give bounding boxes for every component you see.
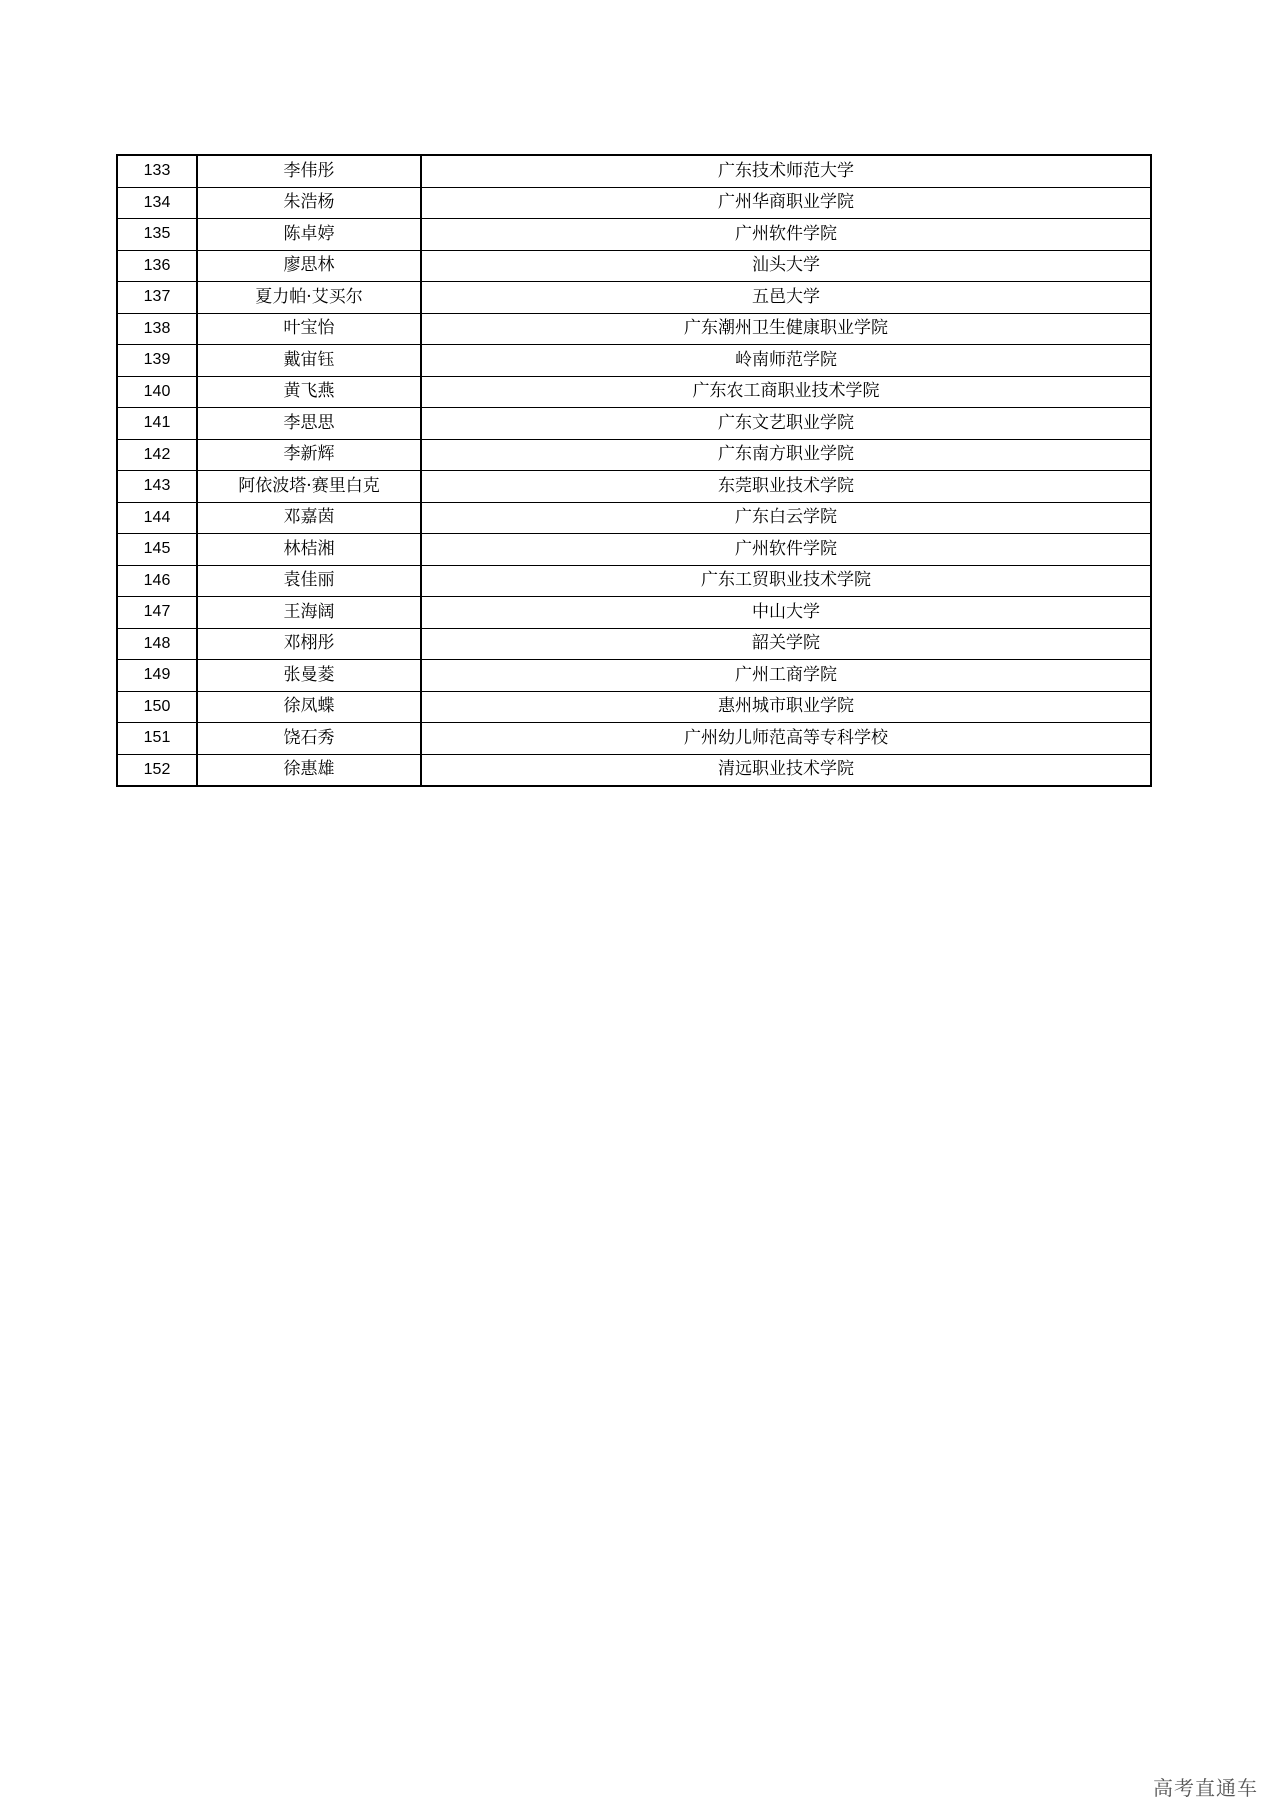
row-name: 李新辉 (197, 439, 421, 471)
row-school: 五邑大学 (421, 282, 1151, 314)
table-row (117, 282, 1151, 314)
row-school: 韶关学院 (421, 628, 1151, 660)
row-name: 徐惠雄 (197, 754, 421, 786)
roster-table (116, 154, 1152, 787)
row-school: 岭南师范学院 (421, 345, 1151, 377)
row-number: 145 (117, 534, 197, 566)
row-name: 陈卓婷 (197, 219, 421, 251)
row-number: 137 (117, 282, 197, 314)
table-row (117, 313, 1151, 345)
row-school: 广东潮州卫生健康职业学院 (421, 313, 1151, 345)
row-number: 140 (117, 376, 197, 408)
row-school: 惠州城市职业学院 (421, 691, 1151, 723)
table-row (117, 691, 1151, 723)
row-name: 徐凤蝶 (197, 691, 421, 723)
watermark-text: 高考直通车 (1153, 1776, 1258, 1800)
row-number: 138 (117, 313, 197, 345)
row-number: 139 (117, 345, 197, 377)
row-number: 149 (117, 660, 197, 692)
roster-table-body (117, 155, 1151, 786)
row-name: 黄飞燕 (197, 376, 421, 408)
row-school: 广东技术师范大学 (421, 155, 1151, 187)
table-row (117, 565, 1151, 597)
row-name: 王海阔 (197, 597, 421, 629)
table-row (117, 534, 1151, 566)
row-school: 广州华商职业学院 (421, 187, 1151, 219)
row-name: 朱浩杨 (197, 187, 421, 219)
row-school: 清远职业技术学院 (421, 754, 1151, 786)
row-number: 148 (117, 628, 197, 660)
row-school: 广州软件学院 (421, 534, 1151, 566)
table-row (117, 597, 1151, 629)
table-row (117, 439, 1151, 471)
row-number: 146 (117, 565, 197, 597)
row-number: 151 (117, 723, 197, 755)
row-name: 阿依波塔·赛里白克 (197, 471, 421, 503)
row-name: 饶石秀 (197, 723, 421, 755)
row-school: 中山大学 (421, 597, 1151, 629)
row-number: 135 (117, 219, 197, 251)
row-number: 143 (117, 471, 197, 503)
row-name: 廖思林 (197, 250, 421, 282)
row-school: 汕头大学 (421, 250, 1151, 282)
row-number: 150 (117, 691, 197, 723)
row-school: 广东白云学院 (421, 502, 1151, 534)
row-school: 广东农工商职业技术学院 (421, 376, 1151, 408)
row-number: 147 (117, 597, 197, 629)
table-row (117, 376, 1151, 408)
table-row (117, 502, 1151, 534)
row-number: 144 (117, 502, 197, 534)
table-row (117, 219, 1151, 251)
row-school: 东莞职业技术学院 (421, 471, 1151, 503)
row-school: 广州软件学院 (421, 219, 1151, 251)
table-row (117, 250, 1151, 282)
table-row (117, 155, 1151, 187)
row-name: 戴宙钰 (197, 345, 421, 377)
row-name: 夏力帕·艾买尔 (197, 282, 421, 314)
table-row (117, 628, 1151, 660)
row-name: 叶宝怡 (197, 313, 421, 345)
row-number: 134 (117, 187, 197, 219)
table-row (117, 723, 1151, 755)
row-name: 张曼菱 (197, 660, 421, 692)
row-name: 李伟彤 (197, 155, 421, 187)
table-row (117, 471, 1151, 503)
row-number: 152 (117, 754, 197, 786)
table-row (117, 754, 1151, 786)
row-number: 136 (117, 250, 197, 282)
row-school: 广州幼儿师范高等专科学校 (421, 723, 1151, 755)
row-name: 林桔湘 (197, 534, 421, 566)
row-name: 邓嘉茵 (197, 502, 421, 534)
row-school: 广东南方职业学院 (421, 439, 1151, 471)
row-name: 邓栩彤 (197, 628, 421, 660)
table-row (117, 345, 1151, 377)
row-name: 袁佳丽 (197, 565, 421, 597)
row-number: 133 (117, 155, 197, 187)
row-school: 广州工商学院 (421, 660, 1151, 692)
row-number: 141 (117, 408, 197, 440)
table-row (117, 408, 1151, 440)
row-name: 李思思 (197, 408, 421, 440)
row-school: 广东工贸职业技术学院 (421, 565, 1151, 597)
row-school: 广东文艺职业学院 (421, 408, 1151, 440)
table-row (117, 660, 1151, 692)
table-row (117, 187, 1151, 219)
row-number: 142 (117, 439, 197, 471)
